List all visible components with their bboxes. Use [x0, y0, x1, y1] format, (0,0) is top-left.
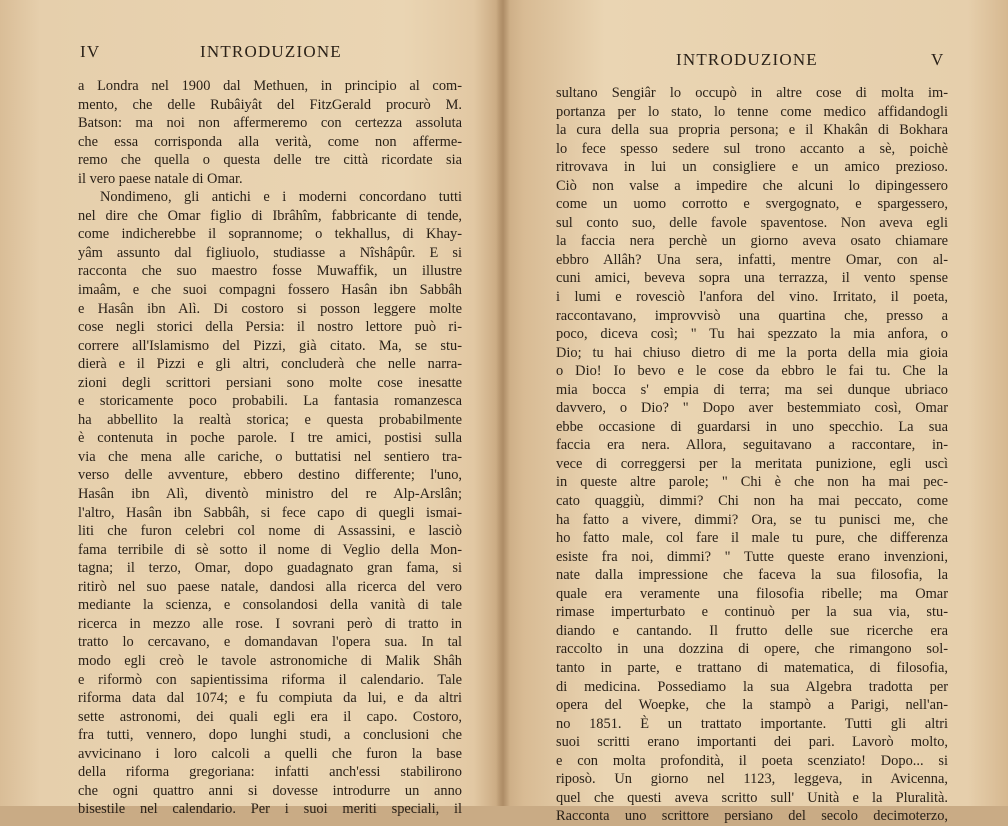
text-line: ritirò nel suo paese natale, dandosi alla ricerca del vero	[78, 578, 462, 595]
page-body-text	[78, 77, 462, 819]
text-line: zioni degli scrittori persiani sono molte cose inesatte	[78, 374, 462, 391]
text-line: Ciò non valse a impedire che alcuni lo dipingessero	[556, 177, 948, 194]
text-line: modo egli creò le tavole astronomiche di Malik Shâh	[78, 652, 462, 669]
text-line: che ogni quattro anni si dovesse introdurre un anno	[78, 782, 462, 799]
text-line: l'altro, Hasân ibn Sabbâh, si fece capo di quegli ismai-	[78, 504, 462, 521]
text-line: e riformò con sapientissima riforma il calendario. Tale	[78, 671, 462, 688]
text-line: suoi scritti erano importanti dei pari. Lavorò molto,	[556, 734, 948, 751]
page-number: IV	[80, 42, 101, 61]
text-line: avvicinano i loro calcoli a quelli che furon la base	[78, 745, 462, 762]
text-line: ebbro Allâh? Una sera, infatti, mentre Omar, con al-	[556, 251, 948, 268]
text-line: e storicamente poco probabili. La fantasia romanzesca	[78, 393, 462, 410]
page-body-text	[556, 84, 948, 826]
running-head: INTRODUZIONE	[676, 50, 818, 69]
text-line: ebbe occasione di guardarsi in uno specchio. La sua	[556, 418, 948, 435]
text-line: vece di correggersi per la meritata punizione, egli uscì	[556, 455, 948, 472]
text-line: sultano Sengiâr lo occupò in altre cose di molta im-	[556, 85, 948, 101]
text-line: mia bocca s' empia di terra; ma sei dunque ubriaco	[556, 381, 948, 398]
text-line: faccia era nera. Allora, seguitavano a raccontare, in-	[556, 437, 948, 454]
text-line: ho fatto male, col fare il male tu pure, che differenza	[556, 530, 948, 547]
text-line: cuni amici, beveva sopra una terrazza, il vento spense	[556, 270, 948, 287]
text-line: esiste fra noi, dimmi? " Tutte queste erano invenzioni,	[556, 548, 948, 565]
page-number: V	[931, 50, 945, 69]
text-line: a Londra nel 1900 dal Methuen, in principio al com-	[78, 78, 462, 94]
text-line: quale era veramente una filosofia ribelle; ma Omar	[556, 585, 948, 602]
text-line: Nondimeno, gli antichi e i moderni concordano tutti	[100, 189, 462, 206]
text-line: liti che furon celebri col nome di Assassini, e lasciò	[78, 523, 462, 540]
text-line: di medicina. Possediamo la sua Algebra tradotta per	[556, 678, 948, 695]
text-line: Batson: ma noi non affermeremo con certezza assoluta	[78, 115, 462, 132]
text-line: opera del Woepke, che la stampò a Parigi, nell'an-	[556, 697, 948, 714]
text-line: quel che questi aveva scritto sull' Unità e la Pluralità.	[556, 789, 948, 806]
text-line: della riforma gregoriana: infatti anch'essi stabilirono	[78, 764, 462, 781]
text-line: i lumi e rovesciò l'anfora del vino. Irritato, il poeta,	[556, 289, 948, 306]
text-line: tagna; il terzo, Omar, dopo guadagnato gran fama, si	[78, 560, 462, 577]
text-line: imaâm, e che suoi compagni fossero Hasân ibn Sabbâh	[78, 282, 462, 299]
text-line: nel dire che Omar figlio di Ibrâhîm, fabbricante di tende,	[78, 207, 462, 224]
text-line: davvero, o Dio? " Dopo aver bestemmiato così, Omar	[556, 400, 948, 417]
text-line: la faccia nera perchè un giorno aveva osato chiamare	[556, 233, 948, 250]
text-line: tratto lo cercavano, e domandavan l'opera sua. In tal	[78, 634, 462, 651]
text-line: come indicherebbe il soprannome; o tekhallus, di Khay-	[78, 226, 462, 243]
text-line: lo fece spesso sedere sul trono accanto a sè, poichè	[556, 140, 948, 157]
text-line: come un uomo corrotto e svergognato, e spargessero,	[556, 196, 948, 213]
text-line: e con molta profondità, il poeta scenziato! Dopo... si	[556, 752, 948, 769]
text-line: la cura della sua propria persona; e il Khakân di Bokhara	[556, 122, 948, 139]
text-line: yâm assunto dal figliuolo, studiasse a Nîshâpûr. E si	[78, 244, 462, 261]
text-line: via che mena alle cariche, o buttatisi nel sentiero tra-	[78, 448, 462, 465]
text-line: no 1851. È un trattato importante. Tutti gli altri	[556, 715, 948, 732]
text-line: riforma data dal 1074; e fu compiuta da lui, e da altri	[78, 690, 462, 707]
text-line: e Hasân ibn Alì. Di costoro si posson leggere molte	[78, 300, 462, 317]
text-line: è contenuta in poche parole. I tre amici, postisi sulla	[78, 430, 462, 447]
text-line: sette astronomi, dei quali egli era il capo. Costoro,	[78, 708, 462, 725]
text-line: raccolto in una dozzina di opere, che rimangono sol-	[556, 641, 948, 658]
running-head: INTRODUZIONE	[200, 42, 342, 61]
text-line: correre all'Islamismo del Pizzi, già citato. Ma, se stu-	[78, 337, 462, 354]
text-line: portanza per lo stato, lo tenne come medico affidandogli	[556, 103, 948, 120]
text-line: diando e cantando. Il frutto delle sue ricerche era	[556, 622, 948, 639]
text-line: mediante la scienza, e consolandosi della vanità di tale	[78, 597, 462, 614]
text-line: ha fatto a vivere, dimmi? Ora, se tu punisci me, che	[556, 511, 948, 528]
text-line: raccontavano, improvvisò una quartina che, presso a	[556, 307, 948, 324]
text-line: ritrovava in lui un consigliere e un amico prezioso.	[556, 159, 948, 176]
text-line: che essa corrisponda alla verità, come non afferme-	[78, 133, 462, 150]
text-line: ricerca in mezzo alle rose. I sovrani però di tratto in	[78, 615, 462, 632]
text-line: remo che quella o questa delle tre città ricordate sia	[78, 152, 462, 169]
right-page	[510, 0, 1008, 825]
text-line: Hasân ibn Alì, diventò ministro del re Alp-Arslân;	[78, 486, 462, 503]
book-spine	[496, 0, 510, 806]
text-line: tanto in parte, e trattano di matematica, di filosofia,	[556, 659, 948, 676]
text-line: Racconta uno scrittore persiano del secolo decimoterzo,	[556, 808, 948, 825]
text-line: il vero paese natale di Omar.	[78, 170, 243, 187]
text-line: riposò. Un giorno nel 1123, leggeva, in Avicenna,	[556, 771, 948, 788]
text-line: racconta che suo maestro fosse Muwaffik, un illustre	[78, 263, 462, 280]
text-line: in queste altre parole; " Chi è che non ha mai pec-	[556, 474, 948, 491]
text-line: ha abbellito la realtà storica; e questa probabilmente	[78, 411, 462, 428]
left-page	[0, 0, 496, 818]
text-line: bisestile nel calendario. Per i suoi meriti speciali, il	[78, 801, 462, 818]
text-line: verso delle avventure, ebbero destino differente; l'uno,	[78, 467, 462, 484]
text-line: dierà e il Pizzi e gli altri, concluderà che nelle narra-	[78, 356, 462, 373]
text-line: fama terribile di sè sotto il nome di Veglio della Mon-	[78, 541, 462, 558]
text-line: poco, diceva così; " Tu hai spezzato la mia anfora, o	[556, 326, 948, 343]
text-line: nate dalla impressione che faceva la sua filosofia, la	[556, 567, 948, 584]
text-line: Dio; tu hai chiuso dietro di me la porta della mia gioia	[556, 344, 948, 361]
text-line: cato quaggiù, dimmi? Chi non ha mai peccato, come	[556, 493, 948, 510]
text-line: cose negli storici della Persia: il nostro lettore può ri-	[78, 319, 462, 336]
text-line: sul conto suo, delle favole spaventose. Non aveva egli	[556, 214, 948, 231]
text-line: rimase imperturbato e continuò per la sua via, stu-	[556, 604, 948, 621]
text-line: mento, che delle Rubâiyât del FitzGerald procurò M.	[78, 96, 462, 113]
text-line: fra tutti, vennero, dopo lunghi studi, a conclusioni che	[78, 727, 462, 744]
text-line: o Dio! Io bevo e le cose da ebbro le fai tu. Che la	[556, 363, 948, 380]
